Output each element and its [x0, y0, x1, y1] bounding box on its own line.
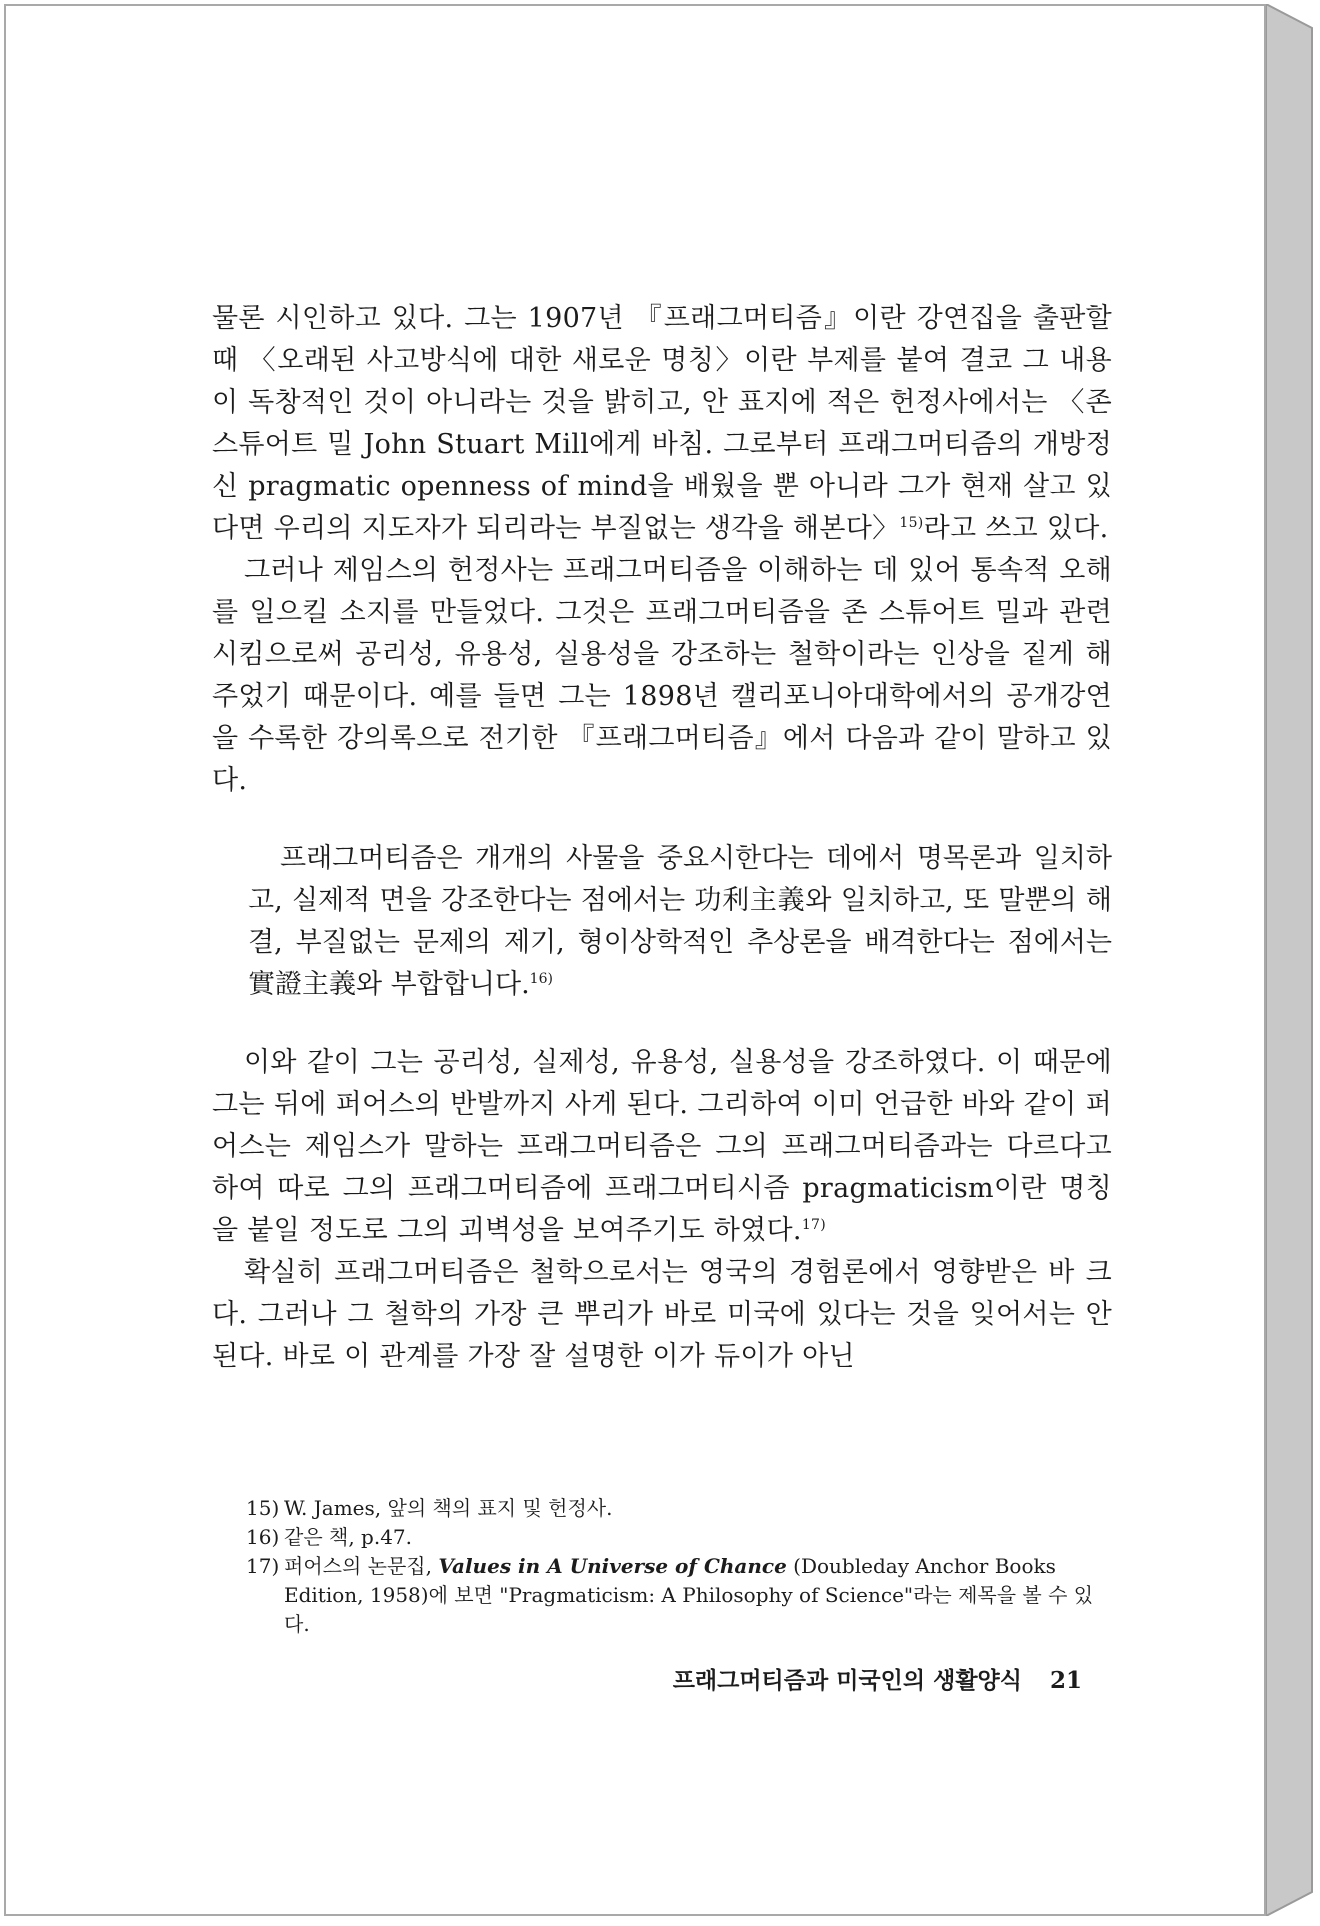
paragraph-1: 물론 시인하고 있다. 그는 1907년 『프래그머티즘』이란 강연집을 출판할 때 〈오래된 사고방식에 대한 새로운 명칭〉이란 부제를 붙여 결코 그 내용이 독창적인 것이 아니라는 것을 밝히고, 안 표지에 적은 헌정사에서는 〈존 스튜어트 밀 John Stuart Mill에게 바침. 그로부터 프래그머티즘의 개방정신 pragmatic openness of mind을 배웠을 뿐 아니라 그가 현재 살고 있다면 우리의 지도자가 되리라는 부질없는 생각을 해본다〉$^{15)}$라고 쓰고 있다.	[212, 303, 1112, 544]
paragraph-2: 그러나 제임스의 헌정사는 프래그머티즘을 이해하는 데 있어 통속적 오해를 일으킬 소지를 만들었다. 그것은 프래그머티즘을 존 스튜어트 밀과 관련시킴으로써 공리성, 유용성, 실용성을 강조하는 철학이라는 인상을 짙게 해주었기 때문이다. 예를 들면 그는 1898년 캘리포니아대학에서의 공개강연을 수록한 강의록으로 전기한 『프래그머티즘』에서 다음과 같이 말하고 있다.	[212, 555, 1112, 796]
paragraph-4: 확실히 프래그머티즘은 철학으로서는 영국의 경험론에서 영향받은 바 크다. 그러나 그 철학의 가장 큰 뿌리가 바로 미국에 있다는 것을 잊어서는 안 된다. 바로 이 관계를 가장 잘 설명한 이가 듀이가 아닌	[212, 1257, 1112, 1372]
footnote-17: 17) 퍼어스의 논문집, Values in A Universe of Chance (Doubleday Anchor Books Edition, 1958)에 보면 "Pragmaticism: A Philosophy of Science"라는 제목을 볼 수 있다.	[246, 1554, 1094, 1636]
running-title: 프래그머티즘과 미국인의 생활양식	[672, 1667, 1022, 1694]
paragraph-3: 이와 같이 그는 공리성, 실제성, 유용성, 실용성을 강조하였다. 이 때문에 그는 뒤에 퍼어스의 반발까지 사게 된다. 그리하여 이미 언급한 바와 같이 퍼어스는 제임스가 말하는 프래그머티즘은 그의 프래그머티즘과는 다르다고 하여 따로 그의 프래그머티즘에 프래그머티시즘 pragmaticism이란 명칭을 붙일 정도로 그의 괴벽성을 보여주기도 하였다.$^{17)}$	[212, 1047, 1112, 1246]
running-footer	[212, 1662, 1082, 1695]
footnote-16: 16) 같은 책, p.47.	[246, 1525, 412, 1549]
block-quote	[212, 838, 1112, 1006]
footnote-15: 15) W. James, 앞의 책의 표지 및 헌정사.	[246, 1496, 613, 1520]
page-number: 21	[1049, 1667, 1082, 1694]
body-text	[212, 298, 1112, 1378]
page-edge-shadow	[1266, 4, 1316, 1916]
footnote-ref-15: 15)	[899, 515, 924, 531]
footnotes	[246, 1494, 1114, 1639]
footnote-ref-17: 17)	[801, 1217, 827, 1233]
quote-text: 프래그머티즘은 개개의 사물을 중요시한다는 데에서 명목론과 일치하고, 실제적 면을 강조한다는 점에서는 功利主義와 일치하고, 또 말뿐의 해결, 부질없는 문제의 제기, 형이상학적인 추상론을 배격한다는 점에서는 實證主義와 부합합니다.	[248, 843, 1112, 1000]
footnote-17-book-title: Values in A Universe of Chance	[438, 1554, 787, 1578]
footnote-ref-16: 16)	[529, 971, 553, 987]
